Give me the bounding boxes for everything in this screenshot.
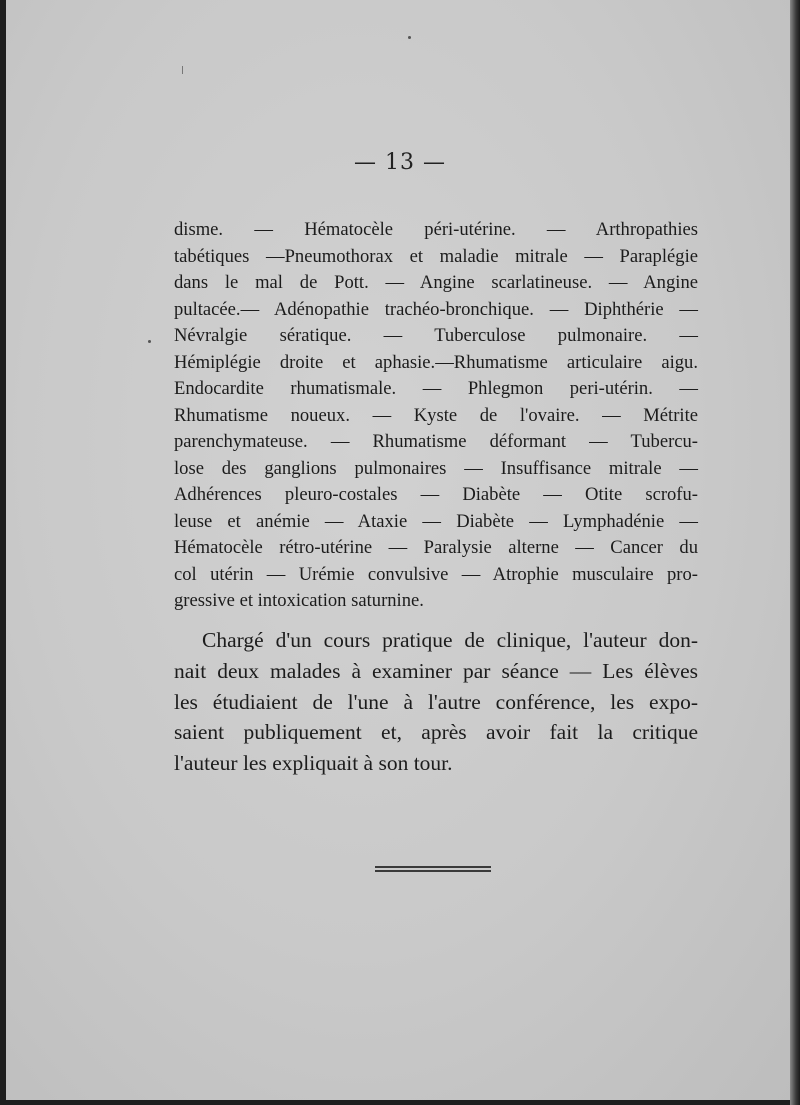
- paragraph-course-note: [174, 625, 698, 779]
- text-line: tabétiques —Pneumothorax et maladie mitrale — Paraplégie: [174, 245, 698, 267]
- text-line: Névralgie sératique. — Tuberculose pulmonaire. —: [174, 325, 698, 346]
- text-line: l'auteur les expliquait à son tour.: [174, 751, 453, 776]
- text-line: dans le mal de Pott. — Angine scarlatineuse. — Angine: [174, 272, 698, 293]
- text-line: disme. — Hématocèle péri-utérine. — Arthropathies: [174, 219, 698, 240]
- page-number: — 13 —: [354, 150, 446, 175]
- paper-speck: [182, 66, 183, 74]
- text-line: leuse et anémie — Ataxie — Diabète — Lymphadénie —: [174, 510, 698, 532]
- text-line: Endocardite rhumatismale. — Phlegmon peri-utérin. —: [174, 378, 698, 399]
- text-line: Adhérences pleuro-costales — Diabète — Otite scrofu-: [174, 484, 698, 505]
- text-line: col utérin — Urémie convulsive — Atrophie musculaire pro-: [174, 563, 698, 585]
- text-line: nait deux malades à examiner par séance — Les élèves: [174, 658, 698, 683]
- paper-speck: [148, 340, 151, 343]
- text-line: Hématocèle rétro-utérine — Paralysie alterne — Cancer du: [174, 537, 698, 558]
- text-line: parenchymateuse. — Rhumatisme déformant — Tubercu-: [174, 431, 698, 452]
- paragraph-case-list: [174, 217, 698, 615]
- text-line: les étudiaient de l'une à l'autre conférence, les expo-: [174, 689, 698, 714]
- text-line: lose des ganglions pulmonaires — Insuffisance mitrale —: [174, 457, 698, 479]
- text-line: Hémiplégie droite et aphasie.—Rhumatisme articulaire aigu.: [174, 351, 698, 373]
- text-line: saient publiquement et, après avoir fait la critique: [174, 720, 698, 745]
- end-rule-ornament: [375, 866, 491, 876]
- text-line: Chargé d'un cours pratique de clinique, l'auteur don-: [202, 628, 698, 652]
- paper-speck: [408, 36, 411, 39]
- text-line: pultacée.— Adénopathie trachéo-bronchique. — Diphthérie —: [174, 298, 698, 320]
- text-line: Rhumatisme noueux. — Kyste de l'ovaire. — Métrite: [174, 404, 698, 426]
- text-line: gressive et intoxication saturnine.: [174, 590, 424, 611]
